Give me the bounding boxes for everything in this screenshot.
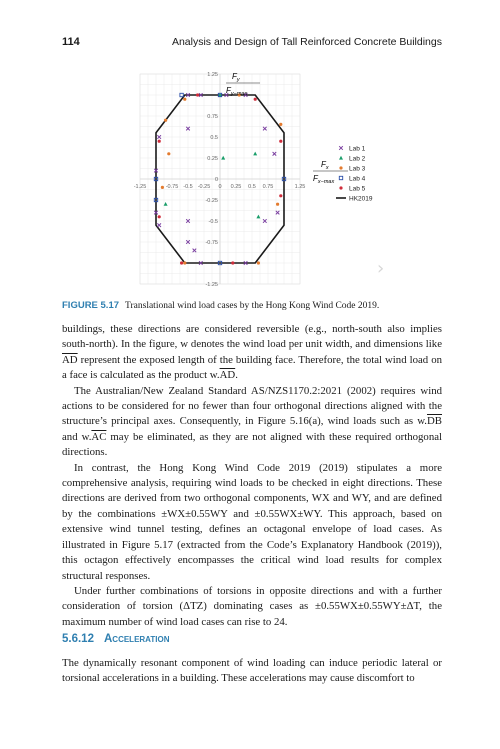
fx-num: F xyxy=(321,160,326,169)
y-tick-label: -0.25 xyxy=(205,198,218,204)
paragraph: The Australian/New Zealand Standard AS/NZS1170.2:2021 (2002) requires wind actions to be considered for no fewer than four orthogonal directions aligned with the structure’s principal axes. Consequently, in Figure 5.16(a), wind loads such as $w.\overline{DB}$ and $w.\overline{AC}$ may be eliminated, as they are not aligned with these required orthogonal directions. xyxy=(62,384,443,459)
data-point xyxy=(339,176,342,179)
data-point xyxy=(339,166,342,169)
section-title: Acceleration xyxy=(103,633,170,645)
svg-text:Fx xyxy=(321,160,329,171)
y-tick-label: 0.5 xyxy=(210,135,218,141)
data-point xyxy=(183,98,186,101)
paragraph: The dynamically resonant component of wind loading can induce periodic lateral or torsional accelerations in a building. These accelerations may cause discomfort to xyxy=(62,657,442,685)
fx-den-sub: x−max xyxy=(317,179,335,185)
data-point xyxy=(161,186,164,189)
chart-legend xyxy=(336,145,373,202)
data-point xyxy=(276,203,279,206)
fy-den: F xyxy=(226,86,231,95)
data-point xyxy=(180,261,183,264)
x-tick-label: 0.25 xyxy=(230,184,242,190)
book-title: Analysis and Design of Tall Reinforced Concrete Buildings xyxy=(171,36,442,48)
data-point xyxy=(279,194,282,197)
legend-label: Lab 4 xyxy=(349,175,366,183)
y-tick-label: -0.5 xyxy=(208,219,218,225)
running-head xyxy=(62,36,442,48)
fy-num: F xyxy=(232,72,237,81)
data-point xyxy=(183,261,186,264)
data-point xyxy=(158,215,161,218)
y-tick-label: 0.75 xyxy=(207,114,218,120)
x-tick-label: 1.25 xyxy=(294,184,306,190)
data-point xyxy=(164,119,167,122)
section-number: 5.6.12 xyxy=(62,633,94,645)
data-point xyxy=(339,186,342,189)
body-text xyxy=(62,322,442,630)
fy-den-sub: y−max xyxy=(230,91,248,97)
x-tick-label: -0.25 xyxy=(197,184,211,190)
data-point xyxy=(279,140,282,143)
data-point xyxy=(158,140,161,143)
legend-label: Lab 3 xyxy=(349,165,366,173)
data-point xyxy=(339,146,343,150)
legend-label: Lab 1 xyxy=(349,145,366,153)
data-point xyxy=(279,123,282,126)
y-tick-label: -0.75 xyxy=(205,240,218,246)
fx-annotation xyxy=(313,160,348,185)
y-tick-label: 0 xyxy=(214,177,218,183)
y-tick-label: 1.25 xyxy=(207,72,218,78)
page-arrow-icon: › xyxy=(377,258,385,279)
legend-label: Lab 5 xyxy=(349,185,366,193)
legend-label: HK2019 xyxy=(349,195,373,203)
x-tick-label: -1.25 xyxy=(133,184,147,190)
page-number: 114 xyxy=(62,36,80,48)
fx-den: F xyxy=(313,174,318,183)
section-heading xyxy=(62,633,169,645)
x-tick-label: -0.5 xyxy=(183,184,193,190)
wind-load-chart xyxy=(100,62,420,294)
x-tick-label: 0.5 xyxy=(248,184,256,190)
caption-text: Translational wind load cases by the Hong Kong Wind Code 2019. xyxy=(125,301,380,311)
paragraph: buildings, these directions are considered reversible (e.g., north-south also implies south-north). In the figure, w denotes the wind load per unit width, and dimensions like $\overline{AD}$ represent the exposed length of the building face. Therefore, the total wind load on a face is calculated as the product $w.\overline{AD}$. xyxy=(62,323,442,382)
figure-caption xyxy=(62,300,442,311)
data-point xyxy=(339,156,343,160)
x-tick-label: -0.75 xyxy=(165,184,179,190)
data-point xyxy=(257,261,260,264)
paragraph: In contrast, the Hong Kong Wind Code 2019 (2019) stipulates a more comprehensive analysis, requiring wind loads to be checked in eight directions. These directions are derived from two orthogonal components, WX and WY, and are defined by the combinations ±WX±0.55WY and ±0.55WX±WY. This approach, based on extensive wind tunnel testing, defines an octagonal envelope of load cases. As illustrated in Figure 5.17 (extracted from the Code’s Explanatory Handbook (2019)), this octagon effectively encompasses the critical wind load results for complex structural responses. xyxy=(62,461,442,582)
data-point xyxy=(231,261,234,264)
data-point xyxy=(196,93,199,96)
data-point xyxy=(254,98,257,101)
paragraph: Under further combinations of torsions in opposite directions and with a further consideration of torsion (ΔTZ) dominating cases as ±0.55WX±0.55WY±ΔT, the maximum number of wind load cases can rise to 24. xyxy=(62,584,442,628)
svg-text:Fx−max xyxy=(313,174,334,185)
x-tick-label: 0.75 xyxy=(262,184,274,190)
legend-label: Lab 2 xyxy=(349,155,366,163)
fx-num-sub: x xyxy=(325,165,329,171)
fy-num-sub: y xyxy=(236,77,240,83)
body-text-2 xyxy=(62,656,442,687)
x-tick-label: 0 xyxy=(218,184,222,190)
caption-label: FIGURE 5.17 xyxy=(62,300,120,311)
y-tick-label: 0.25 xyxy=(207,156,218,162)
chart-grid xyxy=(140,74,300,284)
y-tick-label: -1.25 xyxy=(205,282,218,288)
data-point xyxy=(167,152,170,155)
